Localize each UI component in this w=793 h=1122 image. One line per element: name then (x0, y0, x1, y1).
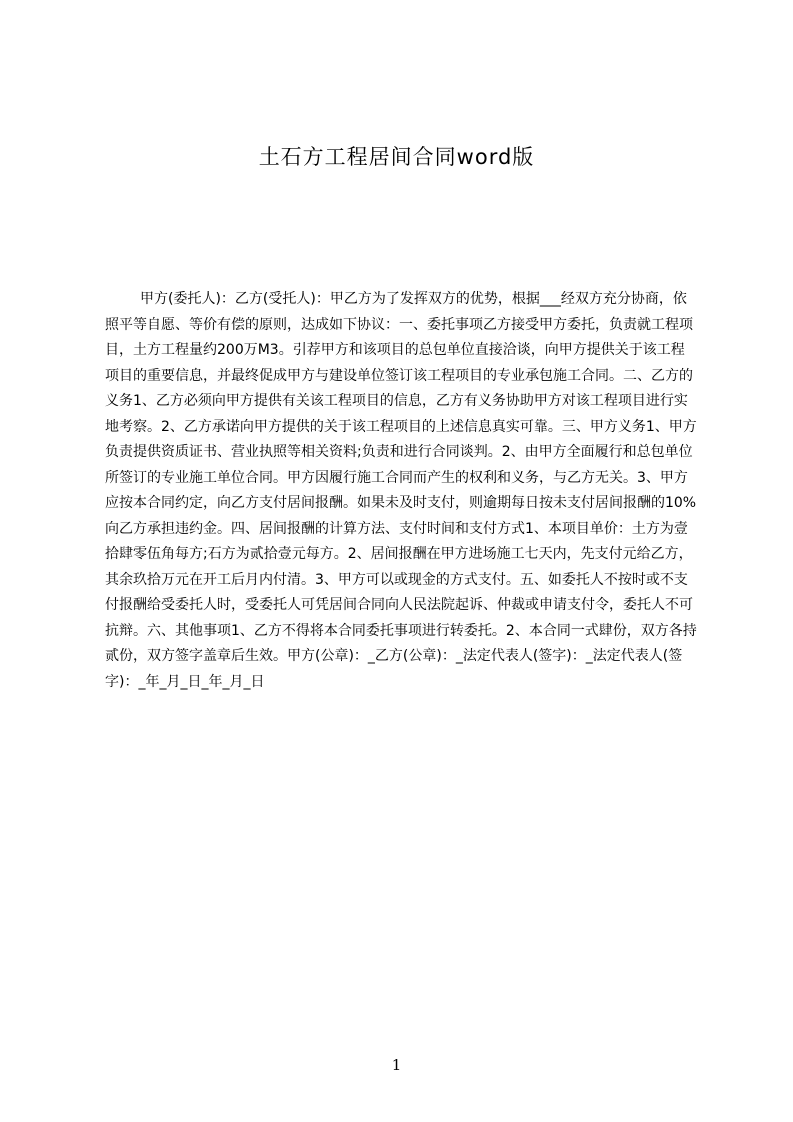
contract-body-text: 甲方(委托人)：乙方(受托人)：甲乙方为了发挥双方的优势，根据___经双方充分协商，依照平等自愿、等价有偿的原则，达成如下协议：一、委托事项乙方接受甲方委托，负责就工程项目，土方工程量约200万M3。引荐甲方和该项目的总包单位直接洽谈，向甲方提供关于该工程项目的重要信息，并最终促成甲方与建设单位签订该工程项目的专业承包施工合同。二、乙方的义务1、乙方必须向甲方提供有关该工程项目的信息，乙方有义务协助甲方对该工程项目进行实地考察。2、乙方承诺向甲方提供的关于该工程项目的上述信息真实可靠。三、甲方义务1、甲方负责提供资质证书、营业执照等相关资料;负责和进行合同谈判。2、由甲方全面履行和总包单位所签订的专业施工单位合同。甲方因履行施工合同而产生的权利和义务，与乙方无关。3、甲方应按本合同约定，向乙方支付居间报酬。如果未及时支付，则逾期每日按未支付居间报酬的10%向乙方承担违约金。四、居间报酬的计算方法、支付时间和支付方式1、本项目单价：土方为壹拾肆零伍角每方;石方为贰拾壹元每方。2、居间报酬在甲方进场施工七天内，先支付元给乙方，其余玖拾万元在开工后月内付清。3、甲方可以或现金的方式支付。五、如委托人不按时或不支付报酬给受委托人时，受委托人可凭居间合同向人民法院起诉、仲裁或申请支付令，委托人不可抗辩。六、其他事项1、乙方不得将本合同委托事项进行转委托。2、本合同一式肆份，双方各持贰份，双方签字盖章后生效。甲方(公章)：_乙方(公章)：_法定代表人(签字)：_法定代表人(签字)：_年_月_日_年_月_日 (105, 291, 697, 690)
page-number: 1 (391, 1056, 402, 1074)
document-title: 土石方工程居间合同word版 (258, 145, 535, 169)
